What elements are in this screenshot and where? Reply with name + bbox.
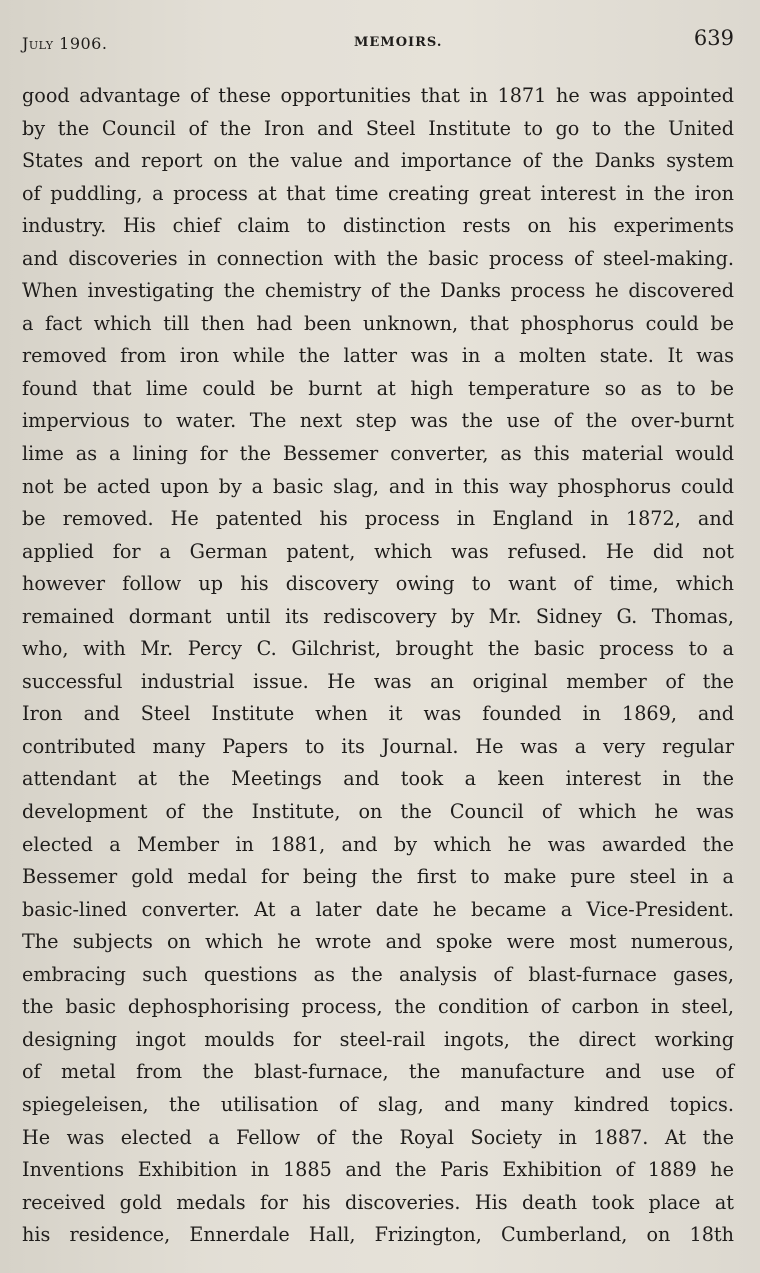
text-line: a fact which till then had been unknown, that phosphorus could be (22, 311, 734, 335)
text-line: however follow up his discovery owing to want of time, which (22, 572, 734, 596)
text-line: be removed. He patented his process in England in 1872, and (22, 507, 734, 531)
text-line: embracing such questions as the analysis of blast-furnace gases, (22, 962, 734, 986)
text-line: removed from iron while the latter was in a molten state. It was (22, 344, 734, 368)
text-line: the basic dephosphorising process, the condition of carbon in steel, (22, 995, 734, 1019)
text-line: not be acted upon by a basic slag, and in this way phosphorus could (22, 474, 734, 498)
header-date: July 1906. (22, 34, 108, 53)
text-line: When investigating the chemistry of the Danks process he discovered (22, 279, 734, 303)
text-line: who, with Mr. Percy C. Gilchrist, brought the basic process to a (22, 637, 734, 661)
text-line: designing ingot moulds for steel-rail ingots, the direct working (22, 1027, 734, 1051)
text-line: remained dormant until its rediscovery by Mr. Sidney G. Thomas, (22, 604, 734, 628)
text-line: applied for a German patent, which was refused. He did not (22, 539, 734, 563)
text-line: lime as a lining for the Bessemer converter, as this material would (22, 442, 734, 466)
header-section-title: MEMOIRS. (354, 35, 443, 50)
text-line: of puddling, a process at that time creating great interest in the iron (22, 181, 734, 205)
text-line: impervious to water. The next step was the use of the over-burnt (22, 409, 734, 433)
text-line: development of the Institute, on the Council of which he was (22, 800, 734, 824)
text-line: successful industrial issue. He was an original member of the (22, 669, 734, 693)
text-line: Iron and Steel Institute when it was founded in 1869, and (22, 702, 734, 726)
text-line: by the Council of the Iron and Steel Institute to go to the United (22, 116, 734, 140)
text-line: spiegeleisen, the utilisation of slag, and many kindred topics. (22, 1092, 734, 1116)
text-line: Bessemer gold medal for being the first to make pure steel in a (22, 865, 734, 889)
body-text (22, 80, 734, 1252)
text-line: contributed many Papers to its Journal. He was a very regular (22, 734, 734, 758)
text-line: basic-lined converter. At a later date he became a Vice-President. (22, 897, 734, 921)
text-line: good advantage of these opportunities that in 1871 he was appointed (22, 84, 734, 107)
text-line: Inventions Exhibition in 1885 and the Paris Exhibition of 1889 he (22, 1158, 734, 1182)
text-line: He was elected a Fellow of the Royal Society in 1887. At the (22, 1125, 734, 1149)
text-line: his residence, Ennerdale Hall, Frizington, Cumberland, on 18th (22, 1223, 734, 1247)
running-head (22, 26, 734, 56)
text-line: of metal from the blast-furnace, the manufacture and use of (22, 1060, 734, 1084)
text-line: found that lime could be burnt at high temperature so as to be (22, 376, 734, 400)
page-number: 639 (693, 26, 734, 50)
text-line: industry. His chief claim to distinction rests on his experiments (22, 214, 734, 238)
text-line: attendant at the Meetings and took a keen interest in the (22, 767, 734, 791)
text-line: received gold medals for his discoveries. His death took place at (22, 1190, 734, 1214)
text-line: elected a Member in 1881, and by which he was awarded the (22, 832, 734, 856)
text-line: and discoveries in connection with the basic process of steel-making. (22, 246, 734, 270)
text-line: The subjects on which he wrote and spoke were most numerous, (22, 930, 734, 954)
text-line: States and report on the value and importance of the Danks system (22, 149, 734, 173)
